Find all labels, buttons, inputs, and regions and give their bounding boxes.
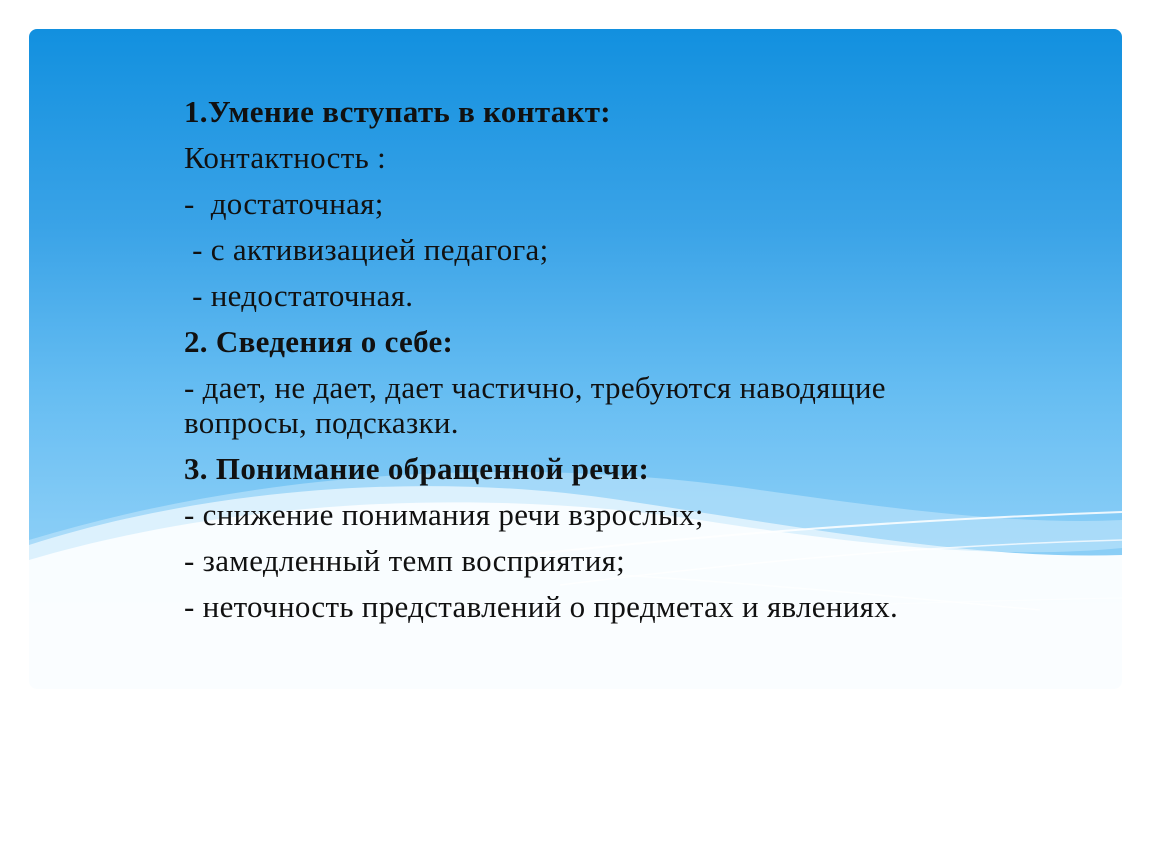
heading-self-information: 2. Сведения о себе: — [184, 324, 454, 359]
list-item-insufficient: - недостаточная. — [184, 278, 414, 313]
bottom-white-area — [0, 689, 1150, 864]
list-item-with-teacher-activation: - с активизацией педагога; — [184, 232, 549, 267]
heading-contact-ability: 1.Умение вступать в контакт: — [184, 94, 611, 129]
list-item-self-info-options: - дает, не дает, дает частично, требуются наводящие вопросы, подсказки. — [184, 370, 886, 440]
list-item-sufficient: - достаточная; — [184, 186, 384, 221]
list-item-slow-perception: - замедленный темп восприятия; — [184, 543, 626, 578]
slide-text-content — [184, 94, 904, 635]
list-item-imprecise-ideas: - неточность представлений о предметах и явлениях. — [184, 589, 899, 624]
heading-speech-understanding: 3. Понимание обращенной речи: — [184, 451, 650, 486]
list-item-reduced-understanding: - снижение понимания речи взрослых; — [184, 497, 704, 532]
text-contactness-label: Контактность : — [184, 140, 386, 175]
